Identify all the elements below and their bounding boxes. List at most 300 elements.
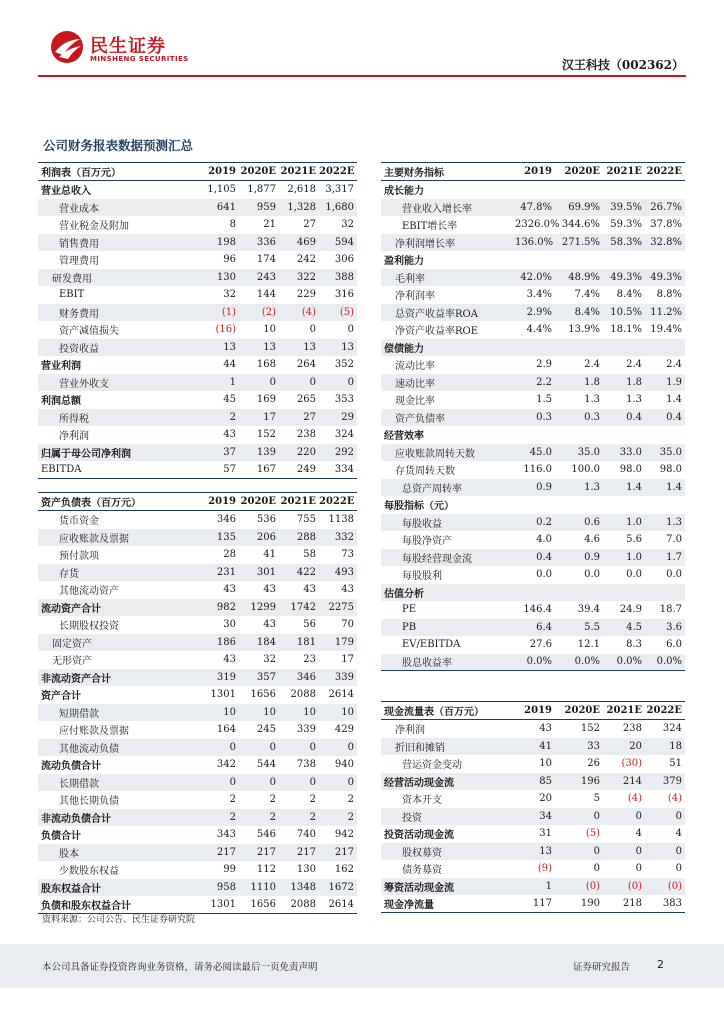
header-year: 2022E <box>319 496 355 507</box>
cell-value: 13 <box>263 341 276 353</box>
table-row <box>38 651 357 669</box>
table-row <box>38 564 357 582</box>
row-label: 股东权益合计 <box>41 883 101 895</box>
cell-value: 238 <box>622 723 642 735</box>
cell-value: 0.0% <box>526 656 552 668</box>
row-label: 净资产收益率ROE <box>395 326 479 338</box>
cell-value: 13 <box>539 845 552 857</box>
table-row <box>381 808 685 826</box>
table-row <box>38 756 357 774</box>
cell-value: (4) <box>627 793 642 805</box>
row-label: 投资 <box>402 812 422 824</box>
cell-value: 2.4 <box>626 359 642 371</box>
cell-value: 2088 <box>290 689 316 701</box>
cell-value: 19.4% <box>650 324 682 336</box>
cell-value: (9) <box>537 863 552 875</box>
cell-value: 339 <box>296 724 316 736</box>
cell-value: 10 <box>539 758 552 770</box>
table-row <box>38 199 357 217</box>
cell-value: 70 <box>341 619 354 631</box>
row-label: 营运资金变动 <box>402 760 462 772</box>
table-row <box>38 374 357 392</box>
cell-value: 245 <box>256 724 276 736</box>
cell-value: 43 <box>223 654 236 666</box>
cell-value: 24.9 <box>619 604 642 616</box>
cell-value: 429 <box>334 724 354 736</box>
row-label: 每股经营现金流 <box>402 553 472 565</box>
cell-value: 96 <box>223 254 236 266</box>
row-label: 其他流动负债 <box>59 743 119 755</box>
row-label: 估值分析 <box>384 588 424 600</box>
table-row <box>381 181 685 199</box>
table-row <box>381 269 685 287</box>
cell-value: 17 <box>341 654 354 666</box>
table-row <box>381 654 685 672</box>
row-label: 每股指标（元） <box>384 501 454 513</box>
header-year: 2021E <box>280 166 316 177</box>
row-label: 资产减值损失 <box>59 326 119 338</box>
cell-value: 1.0 <box>626 551 642 563</box>
cell-value: 0 <box>309 741 316 753</box>
table-row <box>38 391 357 409</box>
cell-value: 27 <box>303 219 316 231</box>
cell-value: (5) <box>339 306 354 318</box>
cell-value: 43 <box>263 584 276 596</box>
row-label: EBIT <box>59 289 85 301</box>
cell-value: 1.5 <box>536 394 552 406</box>
table-row <box>38 791 357 809</box>
table-row <box>38 861 357 879</box>
table-row <box>381 374 685 392</box>
cell-value: 1672 <box>328 881 354 893</box>
header-year: 2021E <box>280 496 316 507</box>
row-label: PB <box>402 621 417 633</box>
row-label: 投资活动现金流 <box>384 830 454 842</box>
cell-value: 39.5% <box>610 201 642 213</box>
cell-value: 546 <box>256 829 276 841</box>
cell-value: 162 <box>334 864 354 876</box>
table-row <box>38 321 357 339</box>
row-label: 投资收益 <box>59 343 99 355</box>
cell-value: 0 <box>347 324 354 336</box>
cell-value: (5) <box>585 828 600 840</box>
cell-value: 594 <box>334 236 354 248</box>
row-label: 现金净流量 <box>384 899 434 911</box>
cell-value: 1301 <box>210 898 236 910</box>
row-label: 其他流动资产 <box>59 586 119 598</box>
cell-value: 98.0 <box>659 464 682 476</box>
cell-value: 1.4 <box>666 394 682 406</box>
disclaimer-text: 本公司具备证券投资咨询业务资格，请务必阅读最后一页免责声明 <box>42 962 318 973</box>
cell-value: 322 <box>296 271 316 283</box>
cell-value: 641 <box>216 201 236 213</box>
cell-value: 31 <box>539 828 552 840</box>
cell-value: 1.4 <box>666 481 682 493</box>
row-label: 经营效率 <box>384 431 424 443</box>
table-row <box>381 895 685 913</box>
table-row <box>381 566 685 584</box>
cell-value: 336 <box>256 236 276 248</box>
cell-value: 30 <box>223 619 236 631</box>
report-type: 证券研究报告 <box>572 962 630 973</box>
financial-indicators-table <box>381 162 685 671</box>
row-label: 其他长期负债 <box>59 796 119 808</box>
cell-value: 217 <box>256 846 276 858</box>
cell-value: 214 <box>622 775 642 787</box>
row-label: 营业成本 <box>59 203 99 215</box>
cell-value: 45 <box>223 394 236 406</box>
cell-value: 42.0% <box>520 271 552 283</box>
cell-value: 0.3 <box>536 411 552 423</box>
row-label: PE <box>402 604 417 616</box>
table-row <box>381 496 685 514</box>
table-row <box>381 755 685 773</box>
cell-value: 319 <box>216 671 236 683</box>
cell-value: 242 <box>296 254 316 266</box>
cell-value: 179 <box>334 636 354 648</box>
brand-logo <box>50 30 190 70</box>
cell-value: 249 <box>296 463 316 475</box>
row-label: 现金比率 <box>395 396 435 408</box>
row-label: 净利润增长率 <box>395 238 455 250</box>
cell-value: 2 <box>309 794 316 806</box>
cell-value: 755 <box>296 514 316 526</box>
table-row <box>38 269 357 287</box>
cell-value: 316 <box>334 289 354 301</box>
row-label: 研发费用 <box>52 273 92 285</box>
table-row <box>381 860 685 878</box>
table-row <box>38 616 357 634</box>
table-row <box>38 529 357 547</box>
minsheng-logo-icon <box>50 30 84 64</box>
cell-value: 10.5% <box>610 306 642 318</box>
table-row <box>38 426 357 444</box>
row-label: EBIT增长率 <box>402 221 458 233</box>
table-row <box>381 584 685 602</box>
cell-value: 332 <box>334 531 354 543</box>
cell-value: (0) <box>585 880 600 892</box>
table-header <box>38 162 357 181</box>
cell-value: 13 <box>303 341 316 353</box>
cell-value: 1299 <box>250 601 276 613</box>
cell-value: 0.4 <box>666 411 682 423</box>
cell-value: 342 <box>216 759 236 771</box>
cell-value: 181 <box>296 636 316 648</box>
row-label: 每股净资产 <box>402 536 452 548</box>
cell-value: 18.1% <box>610 324 642 336</box>
table-row <box>38 686 357 704</box>
cell-value: 32 <box>263 654 276 666</box>
cell-value: 0 <box>229 776 236 788</box>
row-label: 负债和股东权益合计 <box>41 900 131 912</box>
table-row <box>38 826 357 844</box>
cell-value: 229 <box>296 289 316 301</box>
cell-value: 198 <box>216 236 236 248</box>
row-label: EV/EBITDA <box>402 639 461 651</box>
cell-value: 0 <box>269 776 276 788</box>
table-row <box>381 825 685 843</box>
table-row <box>38 511 357 529</box>
table-row <box>381 199 685 217</box>
cell-value: 10 <box>341 706 354 718</box>
cell-value: 306 <box>334 254 354 266</box>
cell-value: 6.0 <box>666 639 682 651</box>
cell-value: 344.6% <box>561 219 600 231</box>
cell-value: 217 <box>296 846 316 858</box>
header-year: 2019 <box>524 166 552 177</box>
cell-value: 2.2 <box>536 376 552 388</box>
cell-value: 73 <box>341 549 354 561</box>
cell-value: (30) <box>621 758 642 770</box>
table-row <box>38 879 357 897</box>
table-row <box>38 286 357 304</box>
cell-value: (0) <box>667 880 682 892</box>
cell-value: 0 <box>635 863 642 875</box>
cell-value: 0 <box>347 776 354 788</box>
cell-value: 116.0 <box>523 464 552 476</box>
cell-value: 49.3% <box>610 271 642 283</box>
row-label: 长期股权投资 <box>59 621 119 633</box>
row-label: 流动比率 <box>395 361 435 373</box>
cell-value: 1.4 <box>626 481 642 493</box>
table-row <box>381 304 685 322</box>
table-row <box>381 391 685 409</box>
cell-value: 1.8 <box>584 376 600 388</box>
row-label: 速动比率 <box>395 378 435 390</box>
row-label: 偿债能力 <box>384 343 424 355</box>
cell-value: 32 <box>341 219 354 231</box>
row-label: 经营活动现金流 <box>384 777 454 789</box>
table-header <box>381 162 685 181</box>
cell-value: 7.4% <box>574 289 600 301</box>
header-year: 2020E <box>564 705 600 716</box>
cell-value: (4) <box>301 306 316 318</box>
cell-value: 2.4 <box>584 359 600 371</box>
table-row <box>38 444 357 462</box>
row-label: 股权募资 <box>402 847 442 859</box>
cell-value: 959 <box>256 201 276 213</box>
cell-value: 2326.0% <box>515 219 560 231</box>
table-row <box>38 809 357 827</box>
row-label: 净利润 <box>395 725 425 737</box>
cell-value: 10 <box>263 324 276 336</box>
table-row <box>38 304 357 322</box>
cell-value: 292 <box>334 446 354 458</box>
cell-value: 35.0 <box>577 446 600 458</box>
cell-value: 112 <box>256 864 276 876</box>
row-label: 销售费用 <box>59 238 99 250</box>
row-label: 财务费用 <box>59 308 99 320</box>
row-label: 流动资产合计 <box>41 603 101 615</box>
row-label: 盈利能力 <box>384 256 424 268</box>
cell-value: 1,877 <box>247 184 276 196</box>
table-row <box>381 601 685 619</box>
cell-value: 41 <box>539 740 552 752</box>
table-header <box>381 701 685 720</box>
row-label: 折旧和摊销 <box>395 742 445 754</box>
cell-value: 0 <box>593 863 600 875</box>
cell-value: 1 <box>545 880 552 892</box>
table-row <box>381 216 685 234</box>
brand-name-en: MINSHENG SECURITIES <box>90 55 189 63</box>
row-label: 货币资金 <box>59 516 99 528</box>
cell-value: 0 <box>309 376 316 388</box>
cell-value: 357 <box>256 671 276 683</box>
cell-value: 1.3 <box>584 394 600 406</box>
cell-value: 1.0 <box>626 516 642 528</box>
cell-value: 1,328 <box>287 201 316 213</box>
cell-value: 324 <box>334 429 354 441</box>
cell-value: 5.6 <box>626 534 642 546</box>
cell-value: 58 <box>303 549 316 561</box>
table-row <box>381 479 685 497</box>
table-row <box>381 234 685 252</box>
table-row <box>381 409 685 427</box>
cell-value: 206 <box>256 531 276 543</box>
cell-value: 45.0 <box>529 446 552 458</box>
row-label: 总资产收益率ROA <box>395 308 478 320</box>
cell-value: 0 <box>269 376 276 388</box>
cell-value: 43 <box>263 619 276 631</box>
row-label: 无形资产 <box>52 656 92 668</box>
table-row <box>381 321 685 339</box>
cell-value: 43 <box>223 584 236 596</box>
cell-value: 13.9% <box>568 324 600 336</box>
cell-value: 4.4% <box>526 324 552 336</box>
table-row <box>38 234 357 252</box>
cell-value: 47.8% <box>520 201 552 213</box>
cell-value: 0 <box>309 324 316 336</box>
cell-value: 343 <box>216 829 236 841</box>
cell-value: 2 <box>229 794 236 806</box>
cell-value: 184 <box>256 636 276 648</box>
header-year: 2021E <box>606 705 642 716</box>
row-label: 股本 <box>59 848 79 860</box>
table-row <box>38 774 357 792</box>
cell-value: 0.0% <box>574 656 600 668</box>
row-label: 每股收益 <box>402 518 442 530</box>
cell-value: 58.3% <box>610 236 642 248</box>
table-row <box>381 773 685 791</box>
row-label: 股息收益率 <box>402 658 452 670</box>
header-title: 利润表（百万元） <box>41 168 121 179</box>
header-year: 2019 <box>208 496 236 507</box>
header-year: 2020E <box>240 166 276 177</box>
cell-value: 4 <box>675 828 682 840</box>
cell-value: 167 <box>256 463 276 475</box>
table-row <box>381 426 685 444</box>
table-row <box>381 790 685 808</box>
cell-value: 135 <box>216 531 236 543</box>
cell-value: 5.5 <box>584 621 600 633</box>
header-year: 2022E <box>646 166 682 177</box>
cell-value: 98.0 <box>619 464 642 476</box>
cell-value: 3.6 <box>666 621 682 633</box>
cell-value: 8.4% <box>616 289 642 301</box>
cell-value: (4) <box>667 793 682 805</box>
cell-value: 23 <box>303 654 316 666</box>
cell-value: 37.8% <box>650 219 682 231</box>
cell-value: 33.0 <box>619 446 642 458</box>
cell-value: 152 <box>580 723 600 735</box>
cell-value: 8.8% <box>656 289 682 301</box>
cell-value: 1110 <box>250 881 276 893</box>
cell-value: 29 <box>341 411 354 423</box>
cell-value: 1.9 <box>666 376 682 388</box>
cell-value: 2 <box>347 811 354 823</box>
table-row <box>38 251 357 269</box>
table-row <box>38 546 357 564</box>
cell-value: 940 <box>334 759 354 771</box>
row-label: 每股股利 <box>402 571 442 583</box>
table-row <box>38 844 357 862</box>
header-year: 2022E <box>646 705 682 716</box>
cell-value: 27 <box>303 411 316 423</box>
cell-value: 33 <box>587 740 600 752</box>
cell-value: 1138 <box>328 514 354 526</box>
cell-value: 4.5 <box>626 621 642 633</box>
cell-value: 117 <box>532 897 552 909</box>
table-row <box>38 599 357 617</box>
cell-value: 217 <box>216 846 236 858</box>
cell-value: 130 <box>216 271 236 283</box>
cell-value: 7.0 <box>666 534 682 546</box>
cell-value: 379 <box>662 775 682 787</box>
header-title: 资产负债表（百万元） <box>41 498 141 509</box>
cell-value: 28 <box>223 549 236 561</box>
cell-value: 0 <box>675 845 682 857</box>
cell-value: 20 <box>539 793 552 805</box>
cell-value: 48.9% <box>568 271 600 283</box>
table-row <box>38 409 357 427</box>
cell-value: 0 <box>675 863 682 875</box>
row-label: 长期借款 <box>59 778 99 790</box>
cell-value: 388 <box>334 271 354 283</box>
cell-value: 169 <box>256 394 276 406</box>
cell-value: 1.3 <box>666 516 682 528</box>
row-label: 债务募资 <box>402 865 442 877</box>
cell-value: 18.7 <box>659 604 682 616</box>
cell-value: 0 <box>347 376 354 388</box>
cell-value: 44 <box>223 359 236 371</box>
table-row <box>38 461 357 479</box>
table-row <box>38 739 357 757</box>
table-row <box>381 549 685 567</box>
cell-value: 18 <box>669 740 682 752</box>
cell-value: 2 <box>269 811 276 823</box>
table-row <box>38 634 357 652</box>
cell-value: (16) <box>215 324 236 336</box>
row-label: 短期借款 <box>59 708 99 720</box>
cell-value: 271.5% <box>561 236 600 248</box>
cell-value: 740 <box>296 829 316 841</box>
cell-value: 1742 <box>290 601 316 613</box>
cell-value: 20 <box>629 740 642 752</box>
row-label: 筹资活动现金流 <box>384 882 454 894</box>
cell-value: 10 <box>303 706 316 718</box>
row-label: 营业税金及附加 <box>59 221 129 233</box>
cell-value: 26 <box>587 758 600 770</box>
cell-value: 2 <box>347 794 354 806</box>
cell-value: 958 <box>216 881 236 893</box>
cell-value: 1348 <box>290 881 316 893</box>
cell-value: 5 <box>593 793 600 805</box>
table-row <box>381 286 685 304</box>
cell-value: 0.0 <box>626 569 642 581</box>
cell-value: 4.6 <box>584 534 600 546</box>
cell-value: 288 <box>296 531 316 543</box>
cell-value: 26.7% <box>650 201 682 213</box>
